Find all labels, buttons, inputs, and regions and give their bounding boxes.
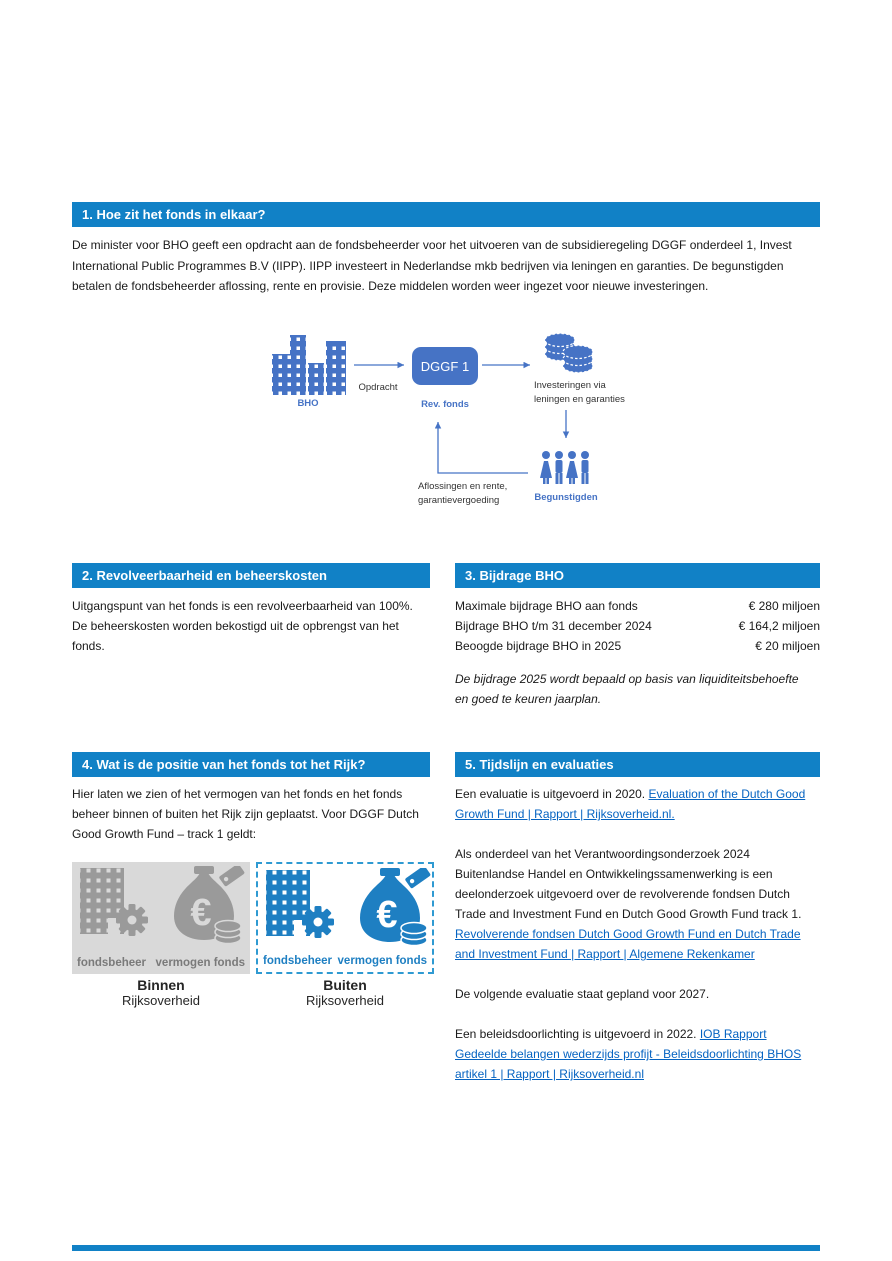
binnen-box-labels	[72, 957, 250, 969]
binnen-caption-sub: Rijksoverheid	[121, 993, 201, 1008]
section2-title: 2. Revolveerbaarheid en beheerskosten	[82, 568, 327, 583]
contribution-row	[455, 616, 820, 636]
begunstigden-label: Begunstigden	[534, 492, 598, 503]
contribution-label: Beoogde bijdrage BHO in 2025	[455, 639, 622, 653]
section2-line: De beheerskosten worden bekostigd uit de opbrengst van het	[72, 619, 399, 633]
section2-line: Uitgangspunt van het fonds is een revolveerbaarheid van 100%.	[72, 599, 413, 613]
iob-rapport-link[interactable]: artikel 1 | Rapport | Rijksoverheid.nl	[455, 1067, 644, 1081]
svg-text:€: €	[190, 892, 212, 934]
rekenkamer-rapport-link[interactable]: and Investment Fund | Rapport | Algemene Rekenkamer	[455, 947, 755, 961]
contribution-label: Maximale bijdrage BHO aan fonds	[455, 599, 638, 613]
dggf-box-label: DGGF 1	[420, 359, 470, 374]
rev-fonds-label: Rev. fonds	[421, 399, 469, 410]
aflossingen-arrow	[438, 422, 528, 473]
investeringen-label-line2: leningen en garanties	[534, 394, 625, 405]
vermogen-moneybag-icon-blue	[360, 868, 431, 946]
buiten-caption	[256, 977, 434, 1008]
evaluatie-2020-text: Een evaluatie is uitgevoerd in 2020.	[455, 787, 649, 801]
contribution-row	[455, 596, 820, 616]
section1-title: 1. Hoe zit het fonds in elkaar?	[82, 207, 266, 222]
aflossingen-label-line2: garantievergoeding	[418, 495, 500, 506]
buiten-caption-title: Buiten	[323, 977, 367, 993]
section5-title: 5. Tijdslijn en evaluaties	[465, 757, 614, 772]
evaluation-dggf-link[interactable]: Evaluation of the Dutch Good	[648, 787, 806, 801]
opdracht-label: Opdracht	[358, 382, 398, 393]
section2-header	[72, 563, 430, 588]
contribution-value: € 280 miljoen	[748, 599, 820, 613]
section1-line: De minister voor BHO geeft een opdracht aan de fondsbeheerder voor het uitvoeren van de subsidieregeling DGGF onderdeel 1, Invest	[72, 238, 792, 252]
iob-rapport-link[interactable]: Gedeelde belangen wederzijds profijt - Beleidsdoorlichting BHOS	[455, 1047, 802, 1061]
fondsbeheer-building-gear-icon-gray	[80, 868, 148, 936]
beleidsdoorlichting-paragraph	[455, 1024, 827, 1084]
footer-rule	[72, 1245, 820, 1251]
section4-paragraph	[72, 784, 440, 844]
svg-text:€: €	[376, 894, 398, 936]
verantwoordingsonderzoek-line: deelonderzoek uitgevoerd over de revolverende fondsen Dutch	[455, 887, 790, 901]
section2-line: fonds.	[72, 639, 105, 653]
binnen-box-icons	[74, 866, 246, 950]
verantwoordingsonderzoek-line: Buitenlandse Handel en Ontwikkelingssamenwerking is een	[455, 867, 773, 881]
investeringen-label-line1: Investeringen via	[534, 380, 606, 391]
coin-stack-icon-gray	[215, 921, 241, 944]
binnen-caption	[72, 977, 250, 1008]
rekenkamer-rapport-link[interactable]: Revolverende fondsen Dutch Good Growth Fund en Dutch Trade	[455, 927, 801, 941]
binnen-rijksoverheid-box	[72, 862, 250, 974]
section4-line: Hier laten we zien of het vermogen van het fonds en het fonds	[72, 787, 403, 801]
contribution-value: € 164,2 miljoen	[738, 619, 820, 633]
section4-line: Good Growth Fund – track 1 geldt:	[72, 827, 257, 841]
vermogen-fonds-label: vermogen fonds	[155, 957, 245, 969]
coin-stack-icon-blue	[401, 923, 427, 946]
fondsbeheer-label: fondsbeheer	[263, 955, 333, 967]
section3-table	[455, 596, 820, 709]
fondsbeheer-label: fondsbeheer	[77, 957, 147, 969]
aflossingen-label-line1: Aflossingen en rente,	[418, 481, 508, 492]
verantwoordingsonderzoek-line: Als onderdeel van het Verantwoordingsonderzoek 2024	[455, 847, 750, 861]
verantwoordingsonderzoek-paragraph	[455, 844, 827, 964]
bho-buildings-icon	[272, 335, 346, 395]
buiten-box-icons	[260, 868, 432, 952]
verantwoordingsonderzoek-line: Trade and Investment Fund en Dutch Good Growth Fund track 1.	[455, 907, 802, 921]
buiten-rijksoverheid-box	[256, 862, 434, 974]
volgende-evaluatie-paragraph	[455, 984, 827, 1004]
section5-header	[455, 752, 820, 777]
section4-header	[72, 752, 430, 777]
contribution-label: Bijdrage BHO t/m 31 december 2024	[455, 619, 652, 633]
beleidsdoorlichting-text: Een beleidsdoorlichting is uitgevoerd in 2022.	[455, 1027, 700, 1041]
section1-header	[72, 202, 820, 227]
volgende-evaluatie-text: De volgende evaluatie staat gepland voor 2027.	[455, 987, 710, 1001]
coins-icon	[545, 334, 593, 373]
section3-title: 3. Bijdrage BHO	[465, 568, 564, 583]
vermogen-fonds-label: vermogen fonds	[337, 955, 427, 967]
contribution-note-line: en goed te keuren jaarplan.	[455, 692, 602, 706]
iob-rapport-link[interactable]: IOB Rapport	[699, 1027, 767, 1041]
fund-flow-diagram	[258, 326, 653, 521]
section2-paragraph	[72, 596, 437, 656]
binnen-caption-title: Binnen	[137, 977, 185, 993]
section4-title: 4. Wat is de positie van het fonds tot het Rijk?	[82, 757, 366, 772]
buiten-caption-sub: Rijksoverheid	[305, 993, 385, 1008]
section1-paragraph	[72, 235, 832, 297]
fondsbeheer-building-gear-icon-blue	[266, 870, 334, 938]
buiten-box-labels	[258, 955, 432, 967]
contribution-value: € 20 miljoen	[755, 639, 820, 653]
section4-line: beheer binnen of buiten het Rijk zijn geplaatst. Voor DGGF Dutch	[72, 807, 419, 821]
contribution-row	[455, 636, 820, 656]
evaluatie-2020-paragraph	[455, 784, 827, 824]
section3-header	[455, 563, 820, 588]
section5-content	[455, 784, 827, 1104]
vermogen-moneybag-icon-gray	[174, 866, 245, 944]
section1-line: International Public Programmes B.V (IIPP). IIPP investeert in Nederlandse mkb bedrijven via leningen en garanties. De begunstigden	[72, 258, 784, 273]
contribution-note	[455, 669, 820, 709]
begunstigden-people-icon	[540, 451, 589, 484]
bho-label: BHO	[297, 398, 319, 409]
contribution-note-line: De bijdrage 2025 wordt bepaald op basis van liquiditeitsbehoefte	[455, 672, 799, 686]
evaluation-dggf-link[interactable]: Growth Fund | Rapport | Rijksoverheid.nl.	[455, 807, 675, 821]
section1-line: betalen de fondsbeheerder aflossing, rente en provisie. Deze middelen worden weer ingezet voor nieuwe investeringen.	[72, 279, 709, 293]
